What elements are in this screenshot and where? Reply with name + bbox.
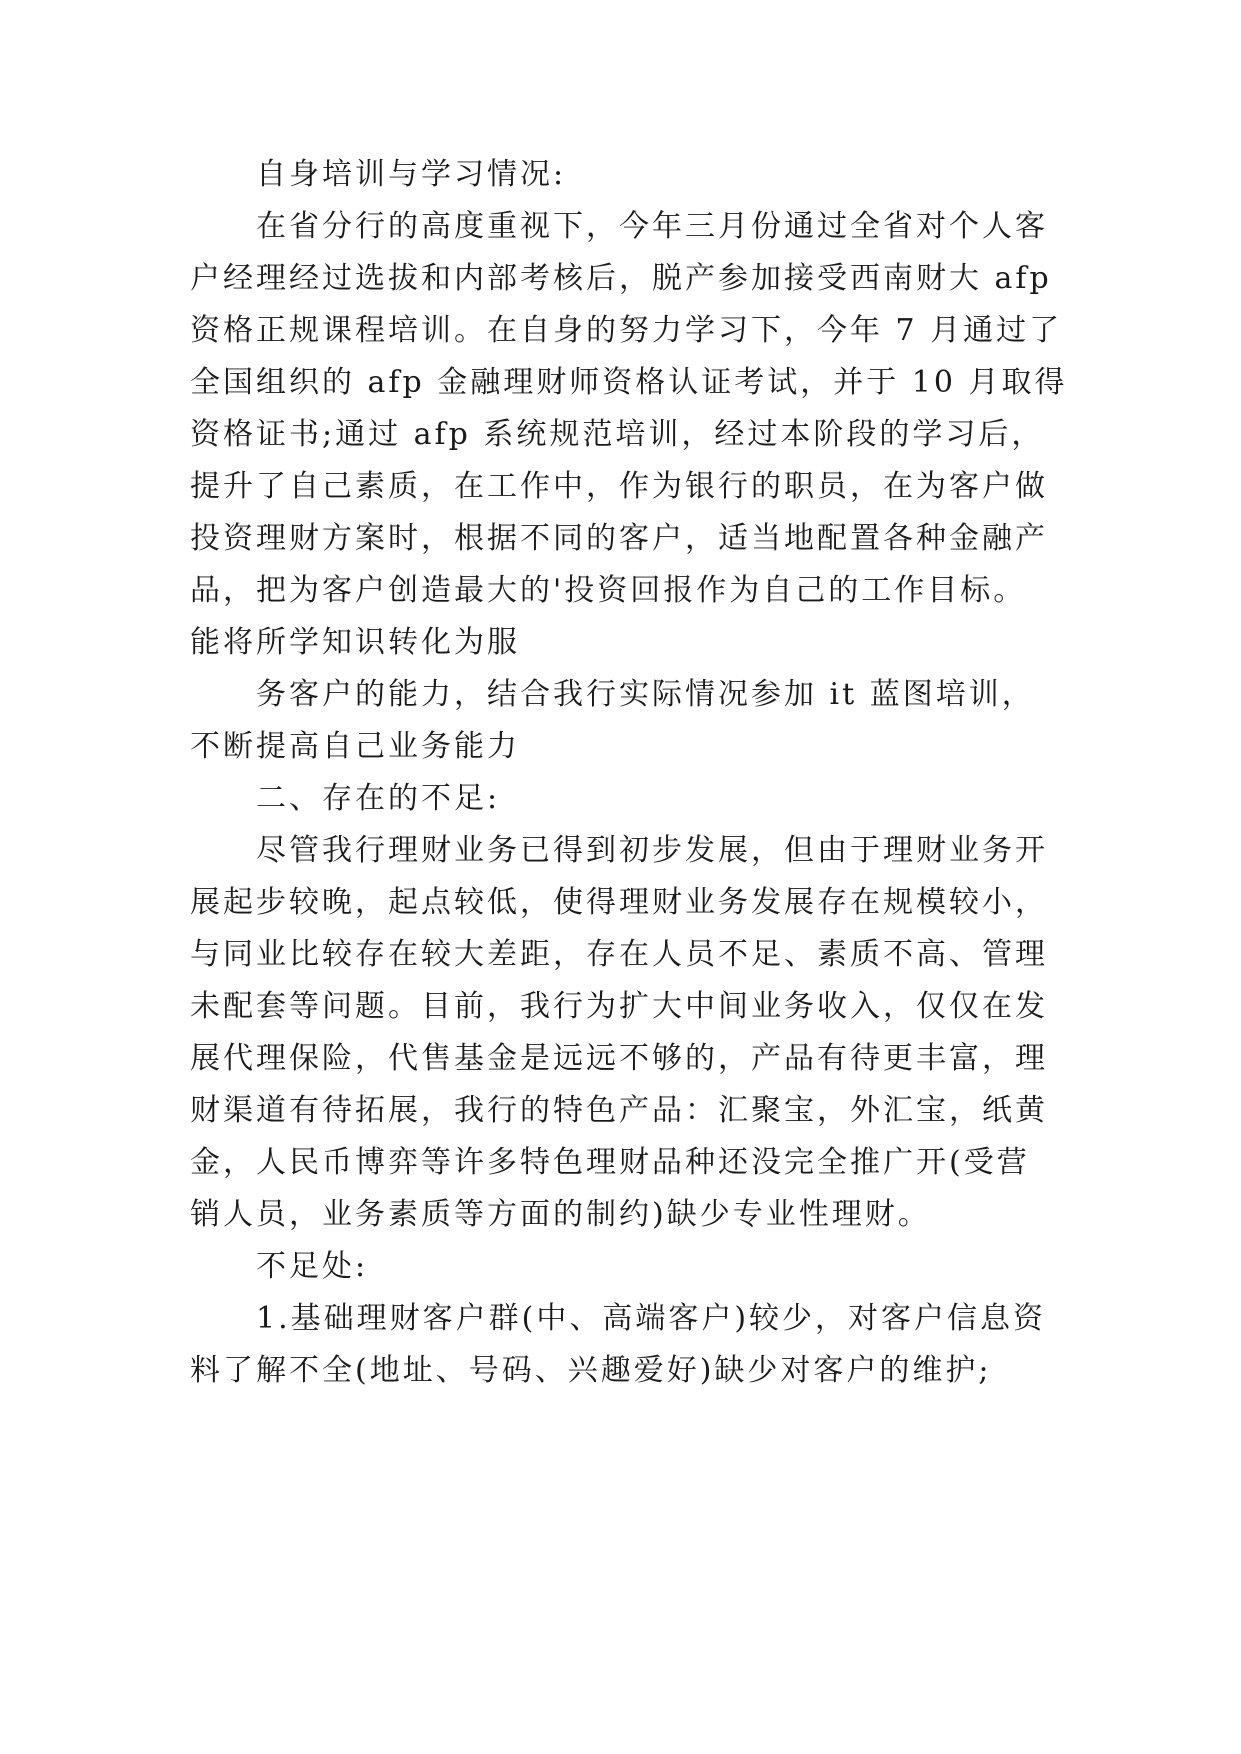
paragraph-line: 展代理保险，代售基金是远远不够的，产品有待更丰富，理 [190, 1041, 1048, 1076]
paragraph-line: 务客户的能力，结合我行实际情况参加 it 蓝图培训， [256, 677, 1035, 712]
section-heading-shortcomings: 二、存在的不足: [256, 781, 501, 816]
section-heading-deficiencies: 不足处: [256, 1249, 369, 1284]
paragraph-line: 资格正规课程培训。在自身的努力学习下，今年 7 月通过了 [190, 313, 1063, 348]
section-heading-training: 自身培训与学习情况: [256, 157, 567, 192]
paragraph-line: 金，人民币博弈等许多特色理财品种还没完全推广开(受营 [190, 1145, 1030, 1180]
paragraph-line: 户经理经过选拔和内部考核后，脱产参加接受西南财大 afp [190, 261, 1052, 296]
paragraph-line: 与同业比较存在较大差距，存在人员不足、素质不高、管理 [190, 937, 1048, 972]
paragraph-line: 提升了自己素质，在工作中，作为银行的职员，在为客户做 [190, 469, 1048, 504]
paragraph-line: 资格证书;通过 afp 系统规范培训，经过本阶段的学习后， [190, 417, 1045, 452]
paragraph-line: 在省分行的高度重视下，今年三月份通过全省对个人客 [256, 209, 1048, 244]
paragraph-line: 未配套等问题。目前，我行为扩大中间业务收入，仅仅在发 [190, 989, 1048, 1024]
paragraph-line: 能将所学知识转化为服 [190, 625, 520, 660]
paragraph-line: 销人员，业务素质等方面的制约)缺少专业性理财。 [190, 1197, 931, 1232]
paragraph-line: 料了解不全(地址、号码、兴趣爱好)缺少对客户的维护; [190, 1353, 992, 1388]
paragraph-line: 展起步较晚，起点较低，使得理财业务发展存在规模较小， [190, 885, 1048, 920]
paragraph-line: 不断提高自己业务能力 [190, 729, 520, 764]
paragraph-line: 财渠道有待拓展，我行的特色产品：汇聚宝，外汇宝，纸黄 [190, 1093, 1048, 1128]
paragraph-line: 尽管我行理财业务已得到初步发展，但由于理财业务开 [256, 833, 1048, 868]
paragraph-line: 全国组织的 afp 金融理财师资格认证考试，并于 10 月取得 [190, 365, 1068, 400]
paragraph-line: 投资理财方案时，根据不同的客户，适当地配置各种金融产 [190, 521, 1048, 556]
paragraph-line: 品，把为客户创造最大的'投资回报作为自己的工作目标。 [190, 573, 1027, 608]
list-item-1: 1.基础理财客户群(中、高端客户)较少，对客户信息资 [256, 1301, 1047, 1336]
